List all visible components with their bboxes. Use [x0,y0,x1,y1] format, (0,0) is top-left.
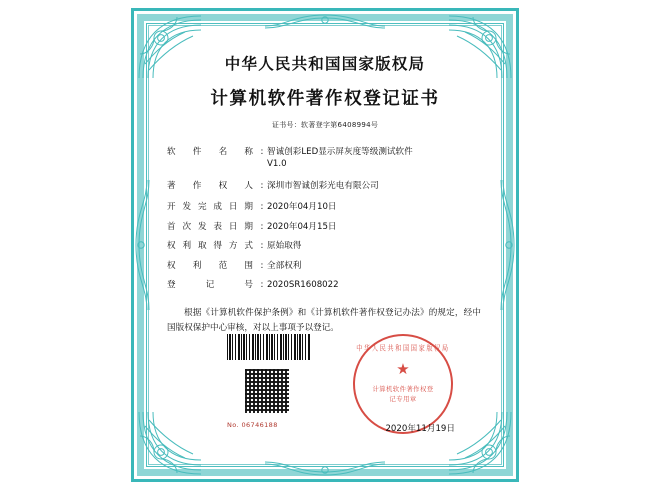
certificate-content [157,34,493,456]
field-separator: : [260,241,264,252]
field-separator: : [260,180,264,191]
seal-line-1: 计算机软件著作权登 [372,385,434,393]
field-value: 全部权利 [267,260,302,271]
field-value-line1: 智诚创彩LED显示屏灰度等级测试软件 [267,147,413,157]
field-value [267,146,485,171]
barcode-image [227,334,311,360]
certificate-number: 证书号：软著登字第6408994号 [271,121,379,129]
field-row [167,221,485,233]
field-value: 深圳市智诚创彩光电有限公司 [267,180,379,191]
field-value-line2: V1.0 [267,159,287,170]
field-value: 2020年04月10日 [267,202,337,213]
field-label: 首次发表日期 [167,221,253,232]
field-value: 2020年04月15日 [267,221,337,232]
seal-arc-text: 中华人民共和国国家版权局 [356,344,450,353]
field-row [167,180,485,192]
field-separator: : [260,221,264,232]
field-label: 开发完成日期 [167,202,253,213]
fields-list [157,146,493,292]
field-separator: : [260,202,264,213]
field-label: 登记号 [167,280,253,291]
field-label: 权利范围 [167,260,253,271]
seal-star-icon: ★ [396,360,410,378]
code-block [227,334,313,429]
serial-number: No. 06746188 [227,421,278,429]
field-separator: : [260,147,264,157]
field-row [167,146,485,171]
field-separator: : [260,280,264,291]
field-value: 原始取得 [267,241,302,252]
issue-date: 2020年11月19日 [385,424,455,434]
legal-statement: 根据《计算机软件保护条例》和《计算机软件著作权登记办法》的规定，经中国版权保护中心审核，对以上事项予以登记。 [167,307,481,333]
field-label: 软件名称 [167,147,253,157]
seal-line-2: 记专用章 [389,395,417,403]
field-row [167,260,485,272]
certificate-title: 计算机软件著作权登记证书 [210,89,440,109]
field-separator: : [260,260,264,271]
field-label: 著作权人 [167,180,253,191]
issuing-authority: 中华人民共和国国家版权局 [224,55,426,73]
field-row [167,201,485,213]
certificate-sheet [131,8,519,482]
qr-code-image [245,369,289,413]
field-value: 2020SR1608022 [267,280,339,291]
field-row [167,279,485,291]
field-row [167,240,485,252]
official-seal [353,334,453,434]
field-label: 权利取得方式 [167,241,253,252]
